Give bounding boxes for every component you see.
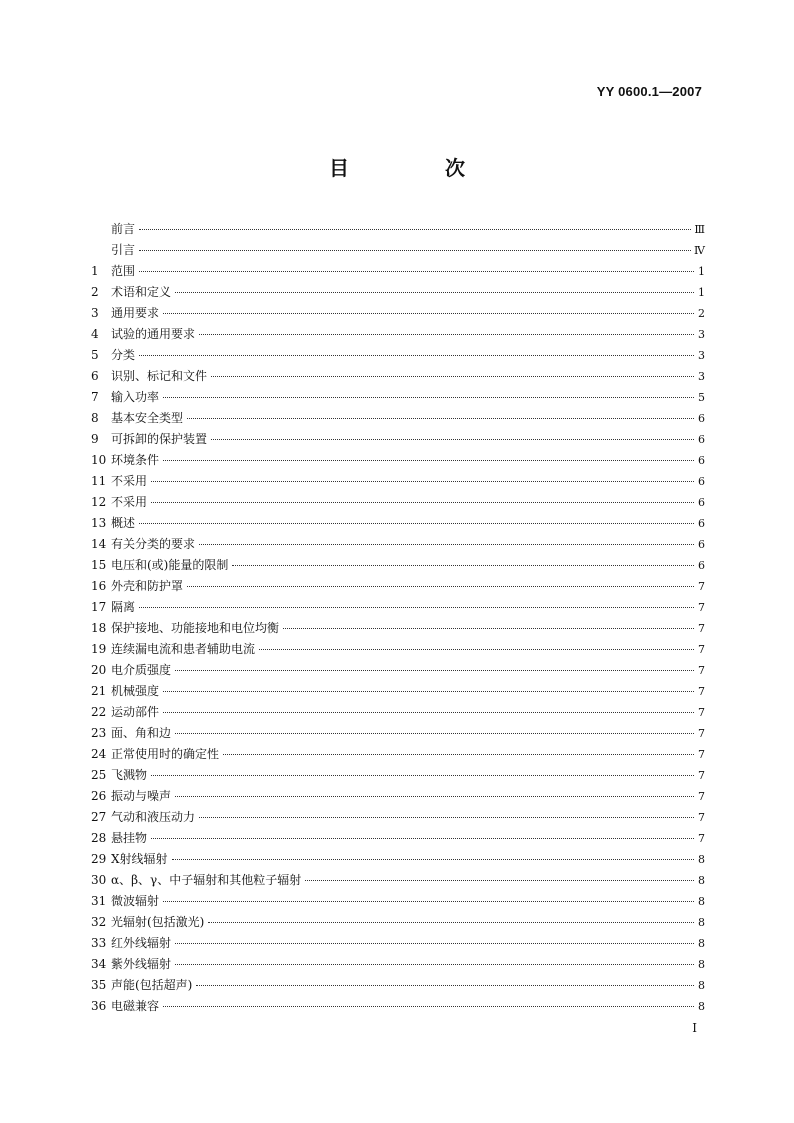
toc-entry-label: 范围 <box>111 264 136 278</box>
toc-entry[interactable] <box>91 618 705 639</box>
toc-entry[interactable] <box>91 240 705 261</box>
toc-entry-number: 4 <box>91 327 99 341</box>
toc-entry-page: 8 <box>698 979 705 992</box>
toc-entry-number: 32 <box>91 915 107 929</box>
toc-entry-number: 36 <box>91 999 107 1013</box>
toc-entry-page: 3 <box>698 370 705 383</box>
toc-leader-dots <box>211 438 694 440</box>
toc-entry[interactable] <box>91 597 705 618</box>
toc-entry-label: X射线辐射 <box>111 852 168 866</box>
toc-entry-number: 22 <box>91 705 107 719</box>
toc-leader-dots <box>175 795 694 797</box>
toc-leader-dots <box>208 921 694 923</box>
toc-entry[interactable] <box>91 345 705 366</box>
toc-entry-number: 21 <box>91 684 107 698</box>
toc-leader-dots <box>172 858 694 860</box>
toc-entry[interactable] <box>91 807 705 828</box>
toc-entry[interactable] <box>91 702 705 723</box>
toc-entry[interactable] <box>91 891 705 912</box>
toc-leader-dots <box>196 984 694 986</box>
toc-entry-label: 面、角和边 <box>111 726 172 740</box>
toc-entry-page: 1 <box>698 286 705 299</box>
toc-entry-number: 29 <box>91 852 107 866</box>
toc-leader-dots <box>139 354 694 356</box>
toc-entry[interactable] <box>91 660 705 681</box>
toc-entry-page: 8 <box>698 958 705 971</box>
toc-entry-label: 运动部件 <box>111 705 160 719</box>
toc-entry[interactable] <box>91 870 705 891</box>
toc-entry-page: 7 <box>698 622 705 635</box>
toc-entry[interactable] <box>91 366 705 387</box>
toc-entry-number: 18 <box>91 621 107 635</box>
toc-entry-page: 2 <box>698 307 705 320</box>
toc-leader-dots <box>199 816 694 818</box>
page-number: I <box>692 1021 697 1035</box>
table-of-contents <box>91 219 705 1017</box>
toc-entry-label: 机械强度 <box>111 684 160 698</box>
toc-entry-label: 隔离 <box>111 600 136 614</box>
toc-entry[interactable] <box>91 513 705 534</box>
toc-leader-dots <box>139 228 691 230</box>
toc-leader-dots <box>151 837 694 839</box>
toc-entry-page: 7 <box>698 811 705 824</box>
toc-entry-number: 34 <box>91 957 107 971</box>
toc-entry-page: 5 <box>698 391 705 404</box>
toc-leader-dots <box>232 564 694 566</box>
toc-entry[interactable] <box>91 723 705 744</box>
toc-entry[interactable] <box>91 324 705 345</box>
toc-entry-number: 15 <box>91 558 107 572</box>
toc-entry[interactable] <box>91 744 705 765</box>
toc-entry-number: 16 <box>91 579 107 593</box>
toc-entry-number: 7 <box>91 390 99 404</box>
toc-entry-number: 27 <box>91 810 107 824</box>
toc-entry-page: 6 <box>698 454 705 467</box>
toc-entry[interactable] <box>91 387 705 408</box>
toc-entry-label: 基本安全类型 <box>111 411 184 425</box>
toc-entry-label: 通用要求 <box>111 306 160 320</box>
toc-entry-label: 悬挂物 <box>111 831 148 845</box>
toc-entry-label: 不采用 <box>111 474 148 488</box>
toc-entry-number: 24 <box>91 747 107 761</box>
toc-entry-number: 25 <box>91 768 107 782</box>
toc-entry-page: 7 <box>698 832 705 845</box>
toc-entry-label: 不采用 <box>111 495 148 509</box>
toc-leader-dots <box>175 732 694 734</box>
toc-entry-page: 7 <box>698 769 705 782</box>
toc-leader-dots <box>163 711 694 713</box>
toc-entry-label: 概述 <box>111 516 136 530</box>
toc-leader-dots <box>163 459 694 461</box>
toc-entry-number: 10 <box>91 453 107 467</box>
toc-entry-page: 1 <box>698 265 705 278</box>
toc-entry-label: 术语和定义 <box>111 285 172 299</box>
toc-leader-dots <box>175 291 694 293</box>
toc-entry[interactable] <box>91 639 705 660</box>
toc-leader-dots <box>259 648 694 650</box>
toc-leader-dots <box>163 312 694 314</box>
toc-entry-label: 有关分类的要求 <box>111 537 196 551</box>
toc-entry-number: 26 <box>91 789 107 803</box>
toc-entry-page: 8 <box>698 1000 705 1013</box>
toc-entry-number: 9 <box>91 432 99 446</box>
toc-entry-number: 23 <box>91 726 107 740</box>
toc-entry[interactable] <box>91 303 705 324</box>
toc-entry-page: 6 <box>698 538 705 551</box>
toc-leader-dots <box>163 690 694 692</box>
toc-leader-dots <box>163 900 694 902</box>
toc-entry[interactable] <box>91 534 705 555</box>
toc-entry-page: 3 <box>698 349 705 362</box>
toc-entry-label: 正常使用时的确定性 <box>111 747 220 761</box>
toc-entry-label: 外壳和防护罩 <box>111 579 184 593</box>
toc-entry-number: 14 <box>91 537 107 551</box>
toc-entry-label: 电压和(或)能量的限制 <box>111 558 229 572</box>
toc-leader-dots <box>175 942 694 944</box>
toc-entry-page: 7 <box>698 790 705 803</box>
toc-entry[interactable] <box>91 471 705 492</box>
toc-entry[interactable] <box>91 576 705 597</box>
toc-entry[interactable] <box>91 912 705 933</box>
toc-leader-dots <box>139 249 691 251</box>
toc-entry-page: 3 <box>698 328 705 341</box>
toc-leader-dots <box>139 522 694 524</box>
toc-entry-label: α、β、γ、中子辐射和其他粒子辐射 <box>111 873 302 887</box>
toc-leader-dots <box>139 270 694 272</box>
toc-entry-page: 8 <box>698 895 705 908</box>
toc-entry-number: 11 <box>91 474 107 488</box>
toc-entry-label: 紫外线辐射 <box>111 957 172 971</box>
toc-entry-label: 保护接地、功能接地和电位均衡 <box>111 621 280 635</box>
toc-entry-number: 6 <box>91 369 99 383</box>
toc-entry[interactable] <box>91 954 705 975</box>
toc-entry-label: 试验的通用要求 <box>111 327 196 341</box>
toc-leader-dots <box>283 627 694 629</box>
toc-entry-number: 8 <box>91 411 99 425</box>
toc-entry-number: 30 <box>91 873 107 887</box>
toc-entry-label: 识别、标记和文件 <box>111 369 208 383</box>
toc-entry-label: 环境条件 <box>111 453 160 467</box>
toc-entry-page: 6 <box>698 475 705 488</box>
toc-entry-number: 12 <box>91 495 107 509</box>
toc-entry-page: 7 <box>698 685 705 698</box>
toc-entry-number: 2 <box>91 285 99 299</box>
toc-entry-page: 6 <box>698 496 705 509</box>
standard-number: YY 0600.1—2007 <box>596 84 702 99</box>
toc-entry-number: 33 <box>91 936 107 950</box>
toc-entry[interactable] <box>91 408 705 429</box>
toc-entry-label: 引言 <box>111 243 136 257</box>
toc-leader-dots <box>187 585 694 587</box>
toc-entry[interactable] <box>91 429 705 450</box>
toc-entry-number: 3 <box>91 306 99 320</box>
toc-entry-page: Ⅲ <box>694 223 705 236</box>
toc-entry-page: 7 <box>698 664 705 677</box>
toc-entry-page: 7 <box>698 643 705 656</box>
toc-entry-page: 8 <box>698 916 705 929</box>
toc-entry-number: 20 <box>91 663 107 677</box>
toc-entry-page: 7 <box>698 706 705 719</box>
toc-entry-label: 前言 <box>111 222 136 236</box>
toc-entry[interactable] <box>91 996 705 1017</box>
toc-entry[interactable] <box>91 219 705 240</box>
toc-entry-label: 光辐射(包括激光) <box>111 915 205 929</box>
toc-leader-dots <box>223 753 694 755</box>
toc-entry[interactable] <box>91 261 705 282</box>
toc-entry-number: 31 <box>91 894 107 908</box>
toc-entry-number: 19 <box>91 642 107 656</box>
toc-leader-dots <box>151 480 694 482</box>
toc-entry-label: 振动与噪声 <box>111 789 172 803</box>
toc-entry-number: 5 <box>91 348 99 362</box>
toc-entry-label: 微波辐射 <box>111 894 160 908</box>
toc-entry-number: 28 <box>91 831 107 845</box>
toc-entry[interactable] <box>91 933 705 954</box>
toc-entry-page: 6 <box>698 559 705 572</box>
toc-entry-number: 35 <box>91 978 107 992</box>
toc-entry-page: 6 <box>698 517 705 530</box>
toc-entry[interactable] <box>91 786 705 807</box>
toc-leader-dots <box>199 333 694 335</box>
toc-entry-number: 17 <box>91 600 107 614</box>
toc-entry-label: 声能(包括超声) <box>111 978 193 992</box>
toc-entry-page: 7 <box>698 601 705 614</box>
toc-entry[interactable] <box>91 555 705 576</box>
toc-entry-label: 可拆卸的保护装置 <box>111 432 208 446</box>
toc-entry-number: 1 <box>91 264 99 278</box>
toc-leader-dots <box>163 396 694 398</box>
toc-leader-dots <box>151 501 694 503</box>
toc-entry-label: 连续漏电流和患者辅助电流 <box>111 642 256 656</box>
toc-entry-label: 分类 <box>111 348 136 362</box>
toc-entry[interactable] <box>91 681 705 702</box>
toc-entry-page: 8 <box>698 853 705 866</box>
toc-entry[interactable] <box>91 849 705 870</box>
toc-entry-label: 电介质强度 <box>111 663 172 677</box>
toc-entry-label: 输入功率 <box>111 390 160 404</box>
toc-entry-label: 气动和液压动力 <box>111 810 196 824</box>
toc-entry-number: 13 <box>91 516 107 530</box>
toc-leader-dots <box>187 417 694 419</box>
toc-entry-page: 8 <box>698 874 705 887</box>
toc-leader-dots <box>305 879 694 881</box>
toc-leader-dots <box>199 543 694 545</box>
toc-entry-page: 6 <box>698 412 705 425</box>
toc-entry-page: 8 <box>698 937 705 950</box>
toc-entry[interactable] <box>91 765 705 786</box>
toc-entry[interactable] <box>91 282 705 303</box>
toc-leader-dots <box>163 1005 694 1007</box>
toc-entry[interactable] <box>91 492 705 513</box>
toc-entry[interactable] <box>91 450 705 471</box>
toc-entry-label: 飞溅物 <box>111 768 148 782</box>
toc-entry-page: 7 <box>698 748 705 761</box>
toc-leader-dots <box>139 606 694 608</box>
toc-entry-label: 电磁兼容 <box>111 999 160 1013</box>
toc-entry[interactable] <box>91 975 705 996</box>
page-title: 目 次 <box>329 156 503 180</box>
toc-entry[interactable] <box>91 828 705 849</box>
toc-entry-page: 7 <box>698 580 705 593</box>
toc-entry-label: 红外线辐射 <box>111 936 172 950</box>
toc-entry-page: Ⅳ <box>694 244 705 257</box>
toc-leader-dots <box>175 963 694 965</box>
toc-leader-dots <box>211 375 694 377</box>
toc-leader-dots <box>151 774 694 776</box>
toc-entry-page: 7 <box>698 727 705 740</box>
toc-entry-page: 6 <box>698 433 705 446</box>
toc-leader-dots <box>175 669 694 671</box>
